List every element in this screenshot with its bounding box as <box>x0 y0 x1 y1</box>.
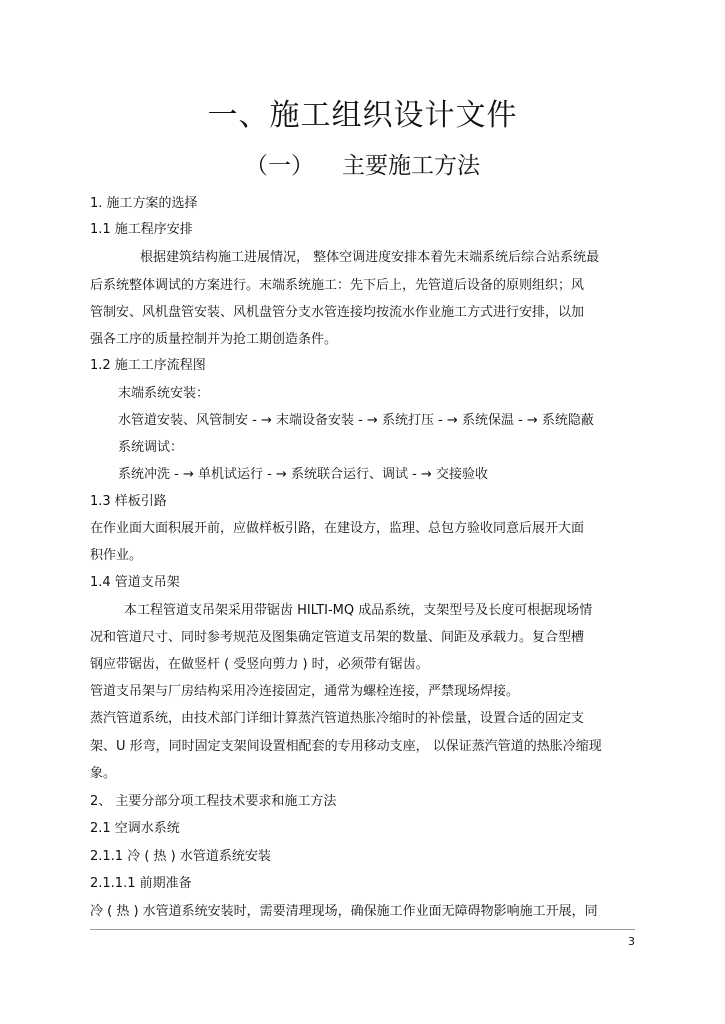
paragraph-line: 管制安、风机盘管安装、风机盘管分支水管连接均按流水作业施工方式进行安排，以加 <box>90 305 585 320</box>
flow-label: 末端系统安装： <box>118 386 210 401</box>
section-number: （一） <box>245 153 314 179</box>
heading-2: 2、 主要分部分项工程技术要求和施工方法 <box>90 794 337 809</box>
paragraph-line: 积作业。 <box>90 548 143 563</box>
heading-1: 1. 施工方案的选择 <box>90 196 198 211</box>
paragraph-line: 蒸汽管道系统，由技术部门详细计算蒸汽管道热胀冷缩时的补偿量，设置合适的固定支 <box>90 711 585 726</box>
flow-steps: 系统冲洗 - → 单机试运行 - → 系统联合运行、调试 - → 交接验收 <box>118 467 488 482</box>
heading-1-1: 1.1 施工程序安排 <box>90 222 193 237</box>
paragraph-line: 根据建筑结构施工进展情况， 整体空调进度安排本着先末端系统后综合站系统最 <box>140 250 600 265</box>
paragraph-line: 况和管道尺寸、同时参考规范及图集确定管道支吊架的数量、间距及承载力。复合型槽 <box>90 630 585 645</box>
heading-1-2: 1.2 施工工序流程图 <box>90 358 206 373</box>
heading-2-1-1-1: 2.1.1.1 前期准备 <box>90 876 192 891</box>
section-heading <box>0 147 725 180</box>
paragraph-line: 冷 ( 热 ) 水管道系统安装时，需要清理现场，确保施工作业面无障碍物影响施工开展，同 <box>90 904 598 919</box>
paragraph-line: 管道支吊架与厂房结构采用冷连接固定，通常为螺栓连接，严禁现场焊接。 <box>90 684 520 699</box>
heading-2-1: 2.1 空调水系统 <box>90 821 180 836</box>
page-number: 3 <box>628 935 635 948</box>
paragraph-line: 本工程管道支吊架采用带锯齿 HILTI-MQ 成品系统，支架型号及长度可根据现场情 <box>124 603 593 618</box>
page-title: 一、施工组织设计文件 <box>207 98 518 133</box>
heading-2-1-1: 2.1.1 冷 ( 热 ) 水管道系统安装 <box>90 849 271 864</box>
flow-steps: 水管道安装、风管制安 - → 末端设备安装 - → 系统打压 - → 系统保温 - → 系统隐蔽 <box>118 413 594 428</box>
heading-1-3: 1.3 样板引路 <box>90 494 167 509</box>
heading-1-4: 1.4 管道支吊架 <box>90 575 180 590</box>
paragraph-line: 象。 <box>90 766 117 781</box>
paragraph-line: 架、U 形弯，同时固定支架间设置相配套的专用移动支座， 以保证蒸汽管道的热胀冷缩现 <box>90 739 602 754</box>
paragraph-line: 后系统整体调试的方案进行。末端系统施工：先下后上，先管道后设备的原则组织；风 <box>90 278 585 293</box>
paragraph-line: 在作业面大面积展开前，应做样板引路，在建设方，监理、总包方验收同意后展开大面 <box>90 521 585 536</box>
paragraph-line: 钢应带锯齿，在做竖杆 ( 受竖向剪力 ) 时，必须带有锯齿。 <box>90 657 429 672</box>
paragraph-line: 强各工序的质量控制并为抢工期创造条件。 <box>90 332 338 347</box>
footer-divider <box>90 929 635 930</box>
section-title: 主要施工方法 <box>342 153 480 179</box>
flow-label: 系统调试： <box>118 440 184 455</box>
